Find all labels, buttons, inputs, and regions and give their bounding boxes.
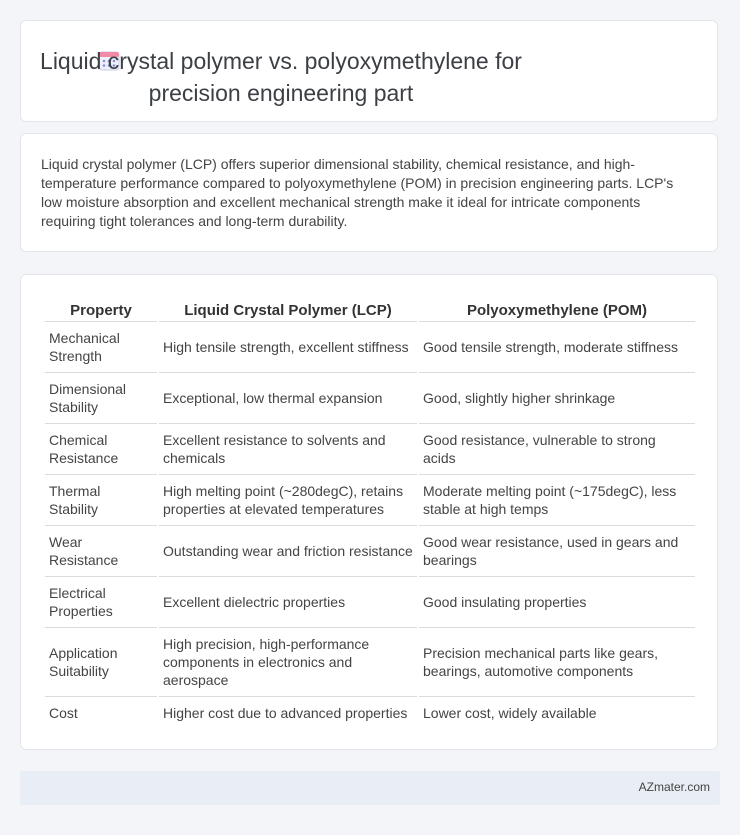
table-row — [45, 628, 695, 697]
pom-cell: Moderate melting point (~175degC), less stable at high temps — [419, 475, 695, 526]
property-cell: Application Suitability — [45, 628, 157, 697]
comparison-card — [20, 274, 718, 750]
property-cell: Electrical Properties — [45, 577, 157, 628]
property-cell: Thermal Stability — [45, 475, 157, 526]
pom-cell: Good wear resistance, used in gears and bearings — [419, 526, 695, 577]
table-row — [45, 373, 695, 424]
pom-cell: Good tensile strength, moderate stiffness — [419, 322, 695, 373]
pom-cell: Good resistance, vulnerable to strong acids — [419, 424, 695, 475]
lcp-cell: High melting point (~280degC), retains properties at elevated temperatures — [159, 475, 417, 526]
table-row — [45, 697, 695, 729]
footer-brand[interactable]: AZmater.com — [638, 780, 710, 794]
pom-cell: Precision mechanical parts like gears, bearings, automotive components — [419, 628, 695, 697]
header-lcp: Liquid Crystal Polymer (LCP) — [159, 297, 417, 322]
intro-card — [20, 133, 718, 252]
table-row — [45, 475, 695, 526]
table-row — [45, 424, 695, 475]
property-cell: Wear Resistance — [45, 526, 157, 577]
table-header-row — [45, 297, 695, 322]
intro-paragraph: Liquid crystal polymer (LCP) offers superior dimensional stability, chemical resistance, and high-temperature performance compared to polyoxymethylene (POM) in precision engineering parts. LCP's low moisture absorption and excellent mechanical strength make it ideal for intricate components requiring tight tolerances and long-term durability. — [41, 156, 674, 229]
footer-bar — [20, 771, 720, 805]
property-cell: Chemical Resistance — [45, 424, 157, 475]
lcp-cell: Higher cost due to advanced properties — [163, 705, 408, 721]
property-cell: Mechanical Strength — [45, 322, 157, 373]
header-pom: Polyoxymethylene (POM) — [419, 297, 695, 322]
page-title: Liquid crystal polymer vs. polyoxymethylene for precision engineering part — [40, 48, 522, 106]
pom-cell: Lower cost, widely available — [423, 705, 597, 721]
pom-cell: Good, slightly higher shrinkage — [419, 373, 695, 424]
comparison-table — [43, 297, 697, 729]
lcp-cell: Outstanding wear and friction resistance — [159, 526, 417, 577]
lcp-cell: Excellent resistance to solvents and chemicals — [159, 424, 417, 475]
header-property: Property — [45, 297, 157, 322]
table-row — [45, 577, 695, 628]
pom-cell: Good insulating properties — [419, 577, 695, 628]
lcp-cell: Excellent dielectric properties — [159, 577, 417, 628]
lcp-cell: High precision, high-performance components in electronics and aerospace — [159, 628, 417, 697]
table-row — [45, 526, 695, 577]
table-row — [45, 322, 695, 373]
lcp-cell: High tensile strength, excellent stiffness — [159, 322, 417, 373]
lcp-cell: Exceptional, low thermal expansion — [159, 373, 417, 424]
property-cell: Cost — [49, 705, 78, 721]
title-card — [20, 20, 718, 122]
property-cell: Dimensional Stability — [45, 373, 157, 424]
